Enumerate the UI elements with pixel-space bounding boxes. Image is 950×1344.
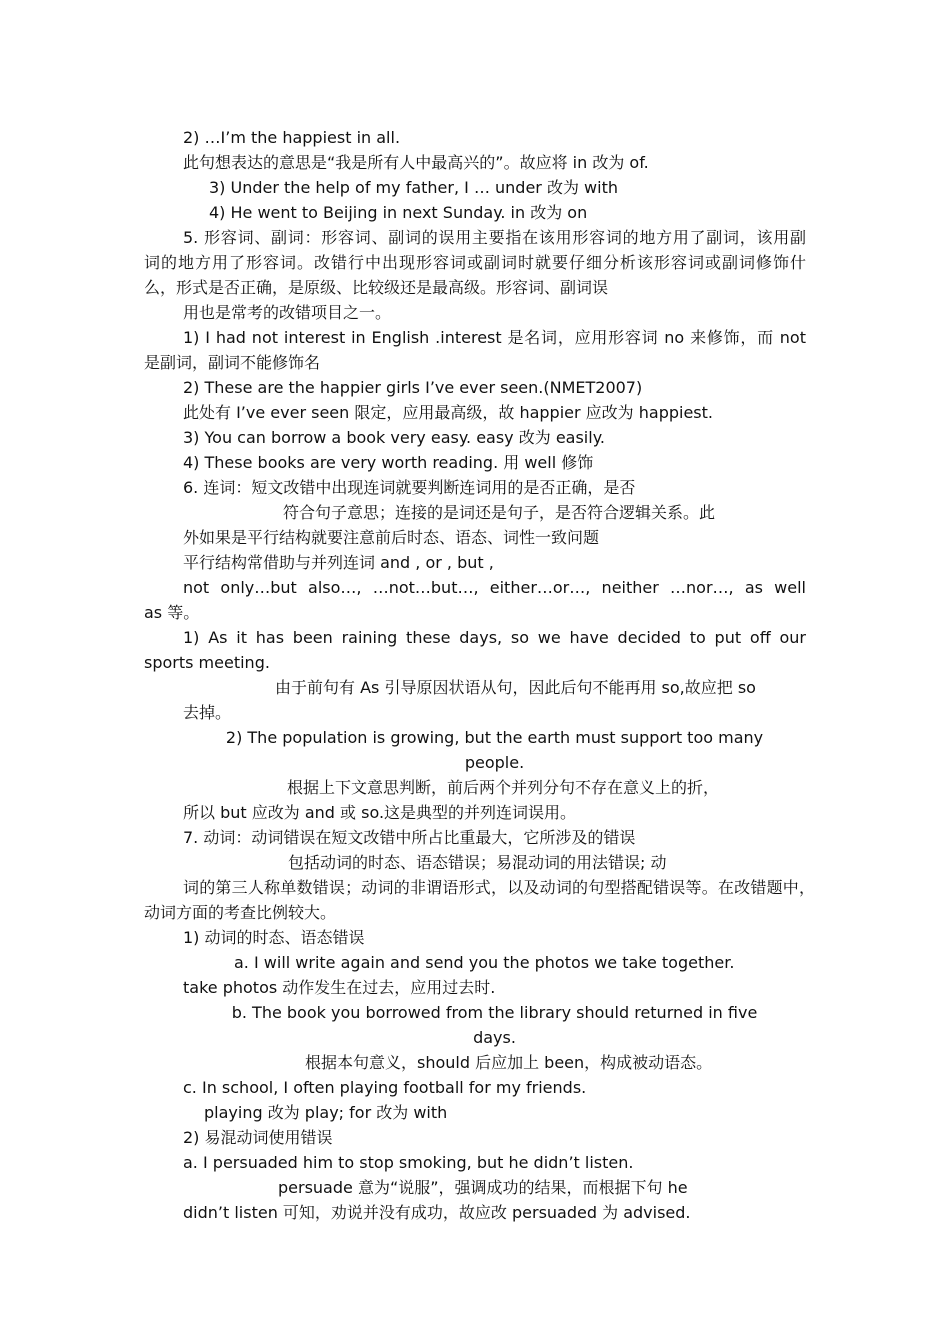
text-line: 词的地方用了形容词。改错行中出现形容词或副词时就要仔细分析该形容词或副词修饰什 <box>144 253 806 272</box>
text-line: 平行结构常借助与并列连词 and , or , but , <box>183 553 494 572</box>
text-line: 包括动词的时态、语态错误；易混动词的用法错误; 动 <box>288 853 667 872</box>
text-line: 7. 动词：动词错误在短文改错中所占比重最大，它所涉及的错误 <box>183 828 636 847</box>
text-line: 4) He went to Beijing in next Sunday. in 改为 on <box>209 203 588 222</box>
text-line: 用也是常考的改错项目之一。 <box>183 303 392 322</box>
text-line: 词的第三人称单数错误；动词的非谓语形式，以及动词的句型搭配错误等。在改错题中， <box>183 878 815 897</box>
text-line: c. In school, I often playing football for my friends. <box>183 1078 587 1097</box>
text-line: people. <box>464 753 525 772</box>
text-line: 符合句子意思；连接的是词还是句子，是否符合逻辑关系。此 <box>283 503 716 522</box>
text-line: 6. 连词：短文改错中出现连词就要判断连词用的是否正确，是否 <box>183 478 636 497</box>
text-line: days. <box>473 1028 516 1047</box>
text-line: a. I persuaded him to stop smoking, but he didn’t listen. <box>183 1153 634 1172</box>
text-line: 是副词，副词不能修饰名 <box>144 353 321 372</box>
text-line: 外如果是平行结构就要注意前后时态、语态、词性一致问题 <box>183 528 600 547</box>
text-line: 根据上下文意思判断，前后两个并列分句不存在意义上的折， <box>287 778 720 797</box>
text-line: 2) These are the happier girls I’ve ever seen.(NMET2007) <box>183 378 643 397</box>
text-line: playing 改为 play; for 改为 with <box>204 1103 448 1122</box>
text-line: 此句想表达的意思是“我是所有人中最高兴的”。故应将 in 改为 of. <box>183 153 649 172</box>
text-line: 根据本句意义，should 后应加上 been，构成被动语态。 <box>305 1053 713 1072</box>
text-line: 3) You can borrow a book very easy. easy 改为 easily. <box>183 428 605 447</box>
text-line: 由于前句有 As 引导原因状语从句，因此后句不能再用 so,故应把 so <box>275 678 756 697</box>
text-line: 此处有 I’ve ever seen 限定，应用最高级，故 happier 应改为 happiest. <box>183 403 713 422</box>
text-line: a. I will write again and send you the photos we take together. <box>234 953 735 972</box>
text-line: 5. 形容词、副词：形容词、副词的误用主要指在该用形容词的地方用了副词，该用副 <box>183 228 806 247</box>
text-line: 动词方面的考查比例较大。 <box>144 903 337 922</box>
text-line: 2) …I’m the happiest in all. <box>183 128 401 147</box>
text-line: persuade 意为“说服”，强调成功的结果，而根据下句 he <box>278 1178 688 1197</box>
text-line: 1) 动词的时态、语态错误 <box>183 928 365 947</box>
text-line: 所以 but 应改为 and 或 so.这是典型的并列连词误用。 <box>183 803 577 822</box>
text-line: not only…but also…, …not…but…, either…or…, neither …nor…, as well <box>183 578 806 597</box>
text-line: as 等。 <box>144 603 200 622</box>
text-line: 3) Under the help of my father, I … under 改为 with <box>209 178 619 197</box>
text-line: sports meeting. <box>144 653 270 672</box>
text-line: didn’t listen 可知，劝说并没有成功，故应改 persuaded 为 advised. <box>183 1203 691 1222</box>
text-line: 2) The population is growing, but the earth must support too many <box>225 728 764 747</box>
text-line: 1) I had not interest in English .interest 是名词，应用形容词 no 来修饰，而 not <box>183 328 806 347</box>
text-line: 1) As it has been raining these days, so we have decided to put off our <box>183 628 806 647</box>
text-line: take photos 动作发生在过去，应用过去时. <box>183 978 496 997</box>
text-line: 去掉。 <box>183 703 232 722</box>
text-line: 2) 易混动词使用错误 <box>183 1128 333 1147</box>
text-line: b. The book you borrowed from the library should returned in five <box>231 1003 758 1022</box>
text-line: 4) These books are very worth reading. 用 well 修饰 <box>183 453 594 472</box>
text-line: 么，形式是否正确，是原级、比较级还是最高级。形容词、副词误 <box>144 278 609 297</box>
